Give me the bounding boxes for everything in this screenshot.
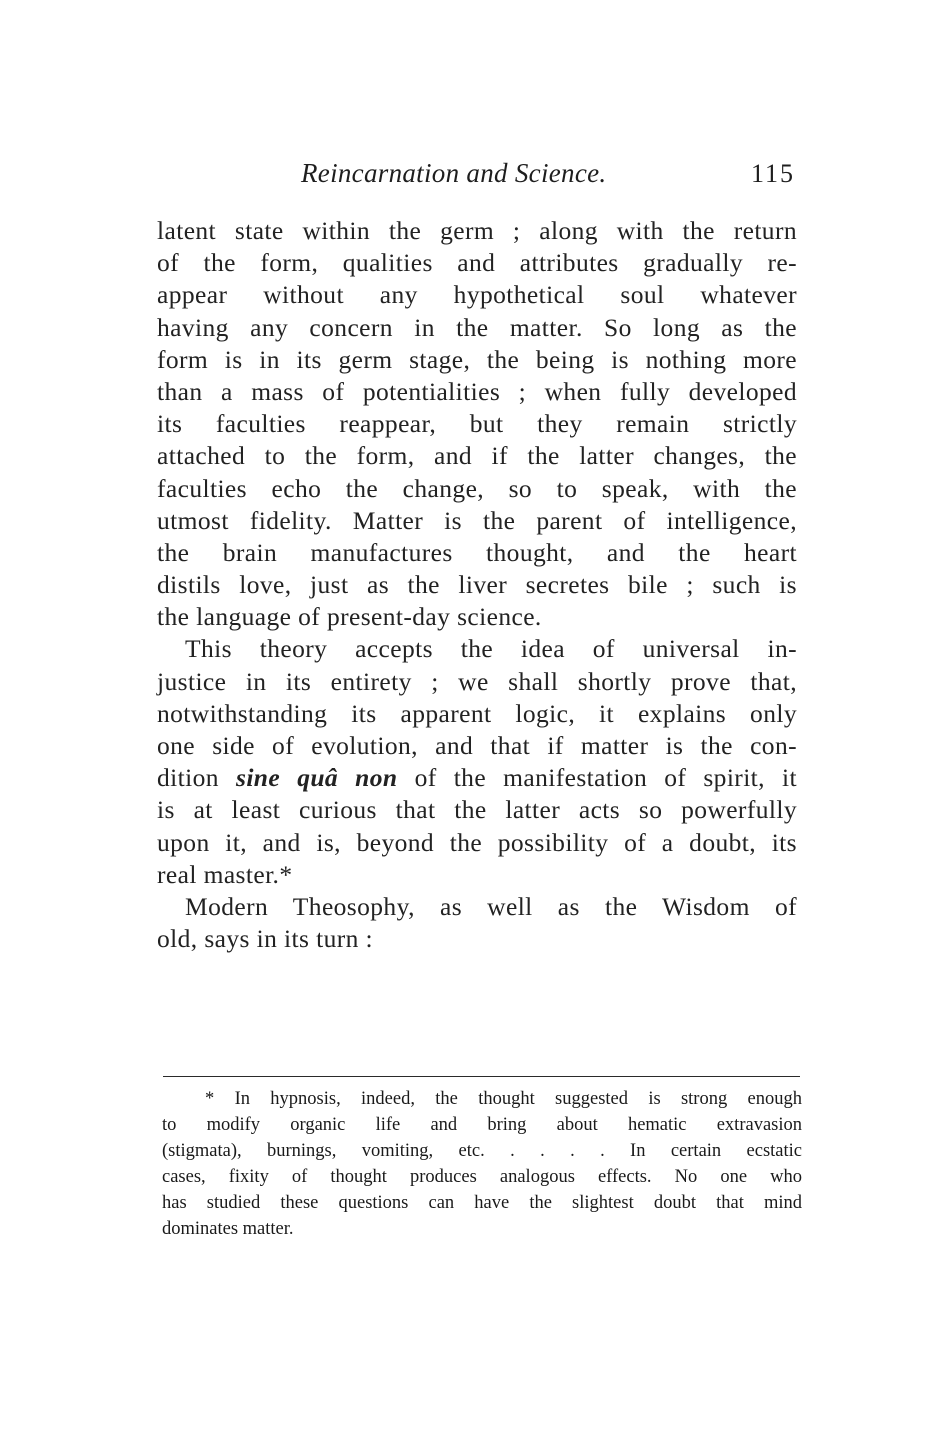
text-line: one side of evolution, and that if matter is the con- bbox=[157, 731, 797, 760]
footnote-line: has studied these questions can have the slightest doubt that mind bbox=[162, 1193, 802, 1213]
text-line: utmost fidelity. Matter is the parent of intelligence, bbox=[157, 505, 797, 535]
text-line: latent state within the germ ; along with the return bbox=[157, 216, 797, 245]
text-line: its faculties reappear, but they remain strictly bbox=[157, 409, 797, 439]
latin-phrase: sine quâ non bbox=[236, 763, 398, 793]
text-line: faculties echo the change, so to speak, with the bbox=[157, 473, 797, 503]
text-line: old, says in its turn : bbox=[157, 924, 374, 954]
text-line: real master.* bbox=[157, 859, 293, 889]
paragraph-1 bbox=[157, 215, 797, 633]
paragraph-3 bbox=[157, 891, 797, 955]
text-line: notwithstanding its apparent logic, it explains only bbox=[157, 698, 797, 728]
text-line: form is in its germ stage, the being is nothing more bbox=[157, 344, 797, 374]
text-line: the brain manufactures thought, and the heart bbox=[157, 537, 797, 567]
text-line: upon it, and is, beyond the possibility of a doubt, its bbox=[157, 827, 797, 857]
text-line: appear without any hypothetical soul whatever bbox=[157, 280, 797, 310]
text-line: attached to the form, and if the latter changes, the bbox=[157, 441, 797, 471]
footnote-line: * In hypnosis, indeed, the thought suggested is strong enough bbox=[205, 1089, 802, 1109]
footnote-line: (stigmata), burnings, vomiting, etc. . . . . In certain ecstatic bbox=[162, 1141, 802, 1161]
footnote bbox=[162, 1086, 802, 1242]
paragraph-2 bbox=[157, 633, 797, 891]
footnote-line: to modify organic life and bring about hematic extravasion bbox=[162, 1115, 802, 1135]
running-title: Reincarnation and Science. bbox=[301, 158, 607, 188]
body-text bbox=[157, 215, 797, 955]
text-line: than a mass of potentialities ; when fully developed bbox=[157, 376, 797, 406]
text-line: distils love, just as the liver secretes bile ; such is bbox=[157, 570, 797, 600]
text-line: This theory accepts the idea of universal in- bbox=[185, 634, 797, 664]
text-line: having any concern in the matter. So long as the bbox=[157, 312, 797, 342]
text-line-with-italic bbox=[157, 762, 797, 794]
text-line: justice in its entirety ; we shall shortly prove that, bbox=[157, 666, 797, 696]
running-head bbox=[157, 158, 795, 192]
text-line: is at least curious that the latter acts so powerfully bbox=[157, 795, 797, 825]
footnote-divider bbox=[163, 1076, 800, 1077]
text-line: of the form, qualities and attributes gradually re- bbox=[157, 248, 797, 278]
text-run: of the manifestation of spirit, it bbox=[397, 763, 797, 793]
footnote-line: cases, fixity of thought produces analogous effects. No one who bbox=[162, 1167, 802, 1187]
text-line: Modern Theosophy, as well as the Wisdom of bbox=[185, 891, 797, 921]
text-run: dition bbox=[157, 763, 236, 793]
footnote-line: dominates matter. bbox=[162, 1219, 294, 1239]
text-line: the language of present-day science. bbox=[157, 602, 542, 632]
page-number: 115 bbox=[750, 159, 795, 188]
